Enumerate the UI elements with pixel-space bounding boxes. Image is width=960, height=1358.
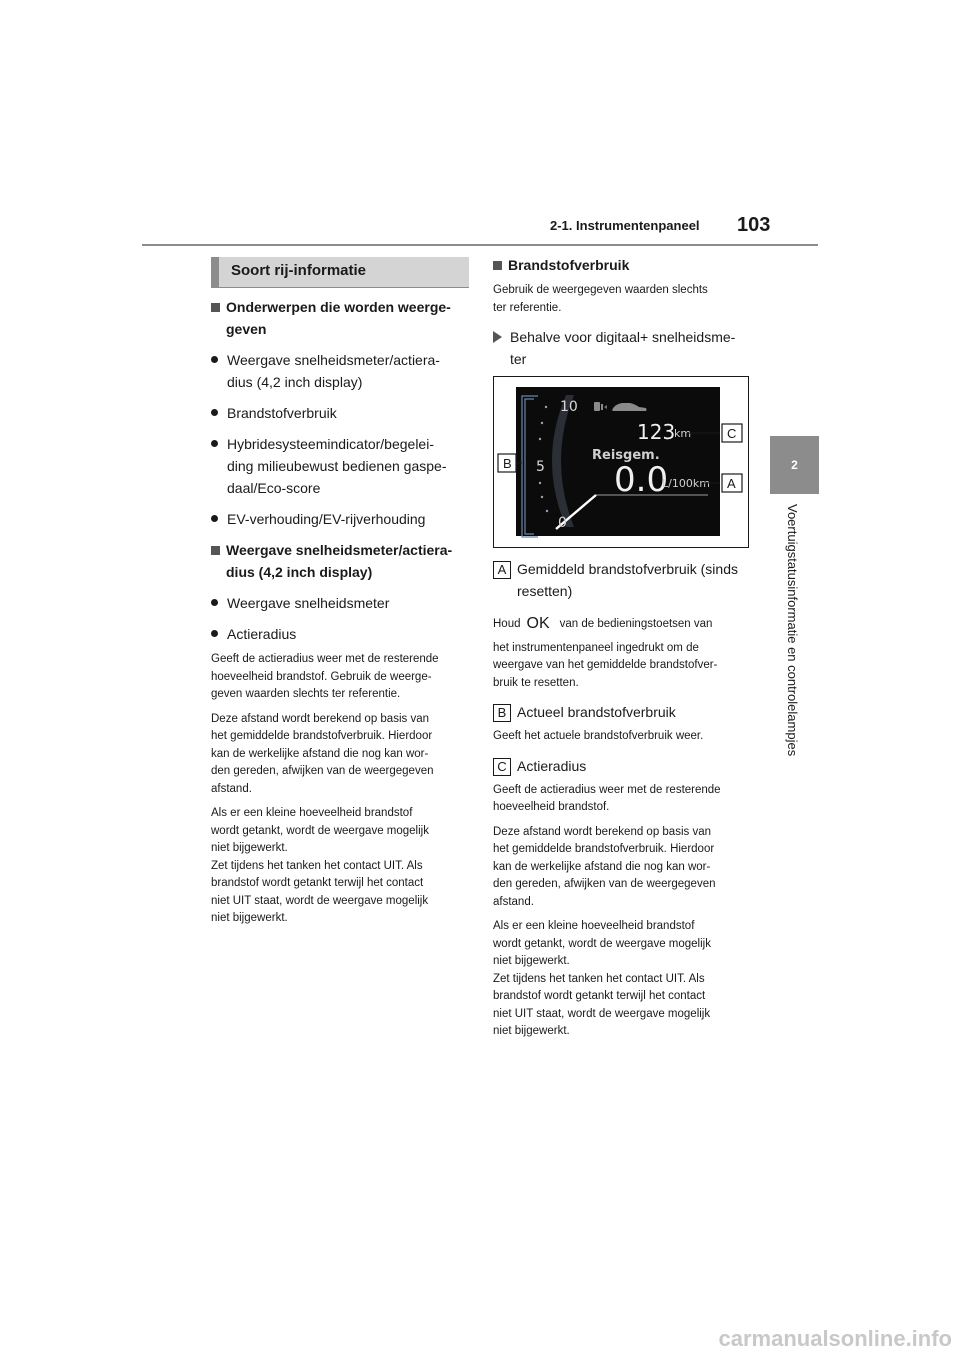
paragraph: Als er een kleine hoeveelheid brandstof wordt getankt, wordt de weergave mogelijk niet bijgewerkt. Zet tijdens het tanken het contact UIT. Als brandstof wordt getankt terwijl het contact niet UIT staat, wordt de weergave mogelijk niet bijgewerkt. bbox=[211, 807, 429, 924]
paragraph: Geeft het actuele brandstofverbruik weer. bbox=[493, 730, 704, 742]
display-figure bbox=[493, 376, 749, 548]
right-column-top bbox=[493, 254, 755, 370]
page-number: 103 bbox=[737, 214, 771, 236]
paragraph: Geeft de actieradius weer met de resterende hoeveelheid brandstof. Gebruik de weerge- geven waarden slechts ter referentie. bbox=[211, 653, 439, 700]
box-title-text: Soort rij-informatie bbox=[231, 262, 367, 279]
square-bullet-icon bbox=[211, 303, 220, 312]
header-rule bbox=[142, 244, 818, 246]
condition-line bbox=[493, 326, 755, 370]
meter-display-illustration bbox=[494, 377, 748, 547]
label-c-box: C bbox=[493, 758, 511, 776]
paragraph: Geeft de actieradius weer met de resterende hoeveelheid brandstof. bbox=[493, 783, 721, 813]
subheading-fuel-text: Brandstofverbruik bbox=[508, 257, 630, 273]
scale-top-label: 10 bbox=[560, 399, 578, 415]
scale-bottom-label: 0 bbox=[558, 515, 567, 531]
square-bullet-icon bbox=[211, 546, 220, 555]
section-box-title bbox=[211, 257, 469, 288]
label-a-box: A bbox=[493, 561, 511, 579]
legend-item-c bbox=[493, 755, 755, 777]
list-item-text: Hybridesysteemindicator/begelei- ding milieubewust bedienen gaspe- daal/Eco-score bbox=[227, 436, 447, 496]
instruction-post: van de bedieningstoetsen van bbox=[559, 618, 713, 630]
callout-b-label: B bbox=[503, 456, 512, 471]
callout-a-label: A bbox=[727, 476, 736, 491]
list-item-text: Actieradius bbox=[227, 626, 297, 642]
list-item bbox=[211, 402, 473, 424]
square-bullet-icon bbox=[493, 261, 502, 270]
legend-item-c-title: Actieradius bbox=[517, 757, 587, 774]
subheading-topics-text: Onderwerpen die worden weerge- geven bbox=[226, 299, 451, 337]
subheading-fuel bbox=[493, 254, 755, 276]
subheading-speedometer-text: Weergave snelheidsmeter/actiera- dius (4,2 inch display) bbox=[226, 542, 453, 580]
paragraph: Deze afstand wordt berekend op basis van het gemiddelde brandstofverbruik. Hierdoor kan de werkelijke afstand die nog kan wor- den gereden, afwijken van de weergegeven afstand. bbox=[211, 712, 434, 795]
chapter-tab bbox=[770, 436, 819, 494]
callout-c-label: C bbox=[727, 426, 737, 441]
legend-items bbox=[493, 558, 755, 1041]
bullet-icon bbox=[211, 630, 218, 637]
subheading-topics bbox=[211, 296, 473, 340]
condition-text: Behalve voor digitaal+ snelheidsme- ter bbox=[510, 329, 736, 367]
paragraph: Gebruik de weergegeven waarden slechts ter referentie. bbox=[493, 284, 708, 314]
legend-item-b-title: Actueel brandstofverbruik bbox=[517, 704, 676, 720]
trip-label: Reisgem. bbox=[592, 448, 660, 463]
bullet-icon bbox=[211, 599, 218, 606]
left-column bbox=[211, 296, 473, 928]
list-item bbox=[211, 508, 473, 530]
bullet-icon bbox=[211, 515, 218, 522]
bullet-list-topics bbox=[211, 349, 473, 530]
list-item-text: Weergave snelheidsmeter/actiera- dius (4,2 inch display) bbox=[227, 352, 440, 390]
label-b-box: B bbox=[493, 704, 511, 722]
watermark: carmanualsonline.info bbox=[718, 1326, 952, 1351]
subheading-speedometer bbox=[211, 539, 473, 583]
paragraph: het instrumentenpaneel ingedrukt om de weergave van het gemiddelde brandstofver- bruik te resetten. bbox=[493, 641, 718, 689]
bullet-list-speedometer bbox=[211, 592, 473, 645]
reset-instruction bbox=[493, 615, 755, 634]
list-item-text: EV-verhouding/EV-rijverhouding bbox=[227, 511, 426, 527]
range-unit: km bbox=[674, 427, 692, 440]
ok-button-icon: OK bbox=[526, 615, 550, 632]
paragraph: Als er een kleine hoeveelheid brandstof wordt getankt, wordt de weergave mogelijk niet bijgewerkt. Zet tijdens het tanken het contact UIT. Als brandstof wordt getankt terwijl het contact niet UIT staat, wordt de weergave mogelijk niet bijgewerkt. bbox=[493, 920, 711, 1037]
list-item bbox=[211, 349, 473, 393]
legend-item-a bbox=[493, 558, 755, 602]
scale-mid-label: 5 bbox=[536, 459, 545, 475]
instruction-pre: Houd bbox=[493, 618, 521, 630]
bullet-icon bbox=[211, 409, 218, 416]
chapter-number: 2 bbox=[791, 458, 798, 472]
list-item-text: Brandstofverbruik bbox=[227, 405, 337, 421]
list-item-text: Weergave snelheidsmeter bbox=[227, 595, 390, 611]
chapter-label: Voertuigstatusinformatie en controlelampjes bbox=[785, 504, 800, 757]
section-title: 2-1. Instrumentenpaneel bbox=[550, 218, 700, 233]
bullet-icon bbox=[211, 356, 218, 363]
consumption-unit: L/100km bbox=[662, 477, 710, 490]
list-item bbox=[211, 592, 473, 614]
list-item bbox=[211, 623, 473, 645]
legend-item-a-title: Gemiddeld brandstofverbruik (sinds resetten) bbox=[517, 561, 738, 599]
list-item bbox=[211, 433, 473, 499]
bullet-icon bbox=[211, 440, 218, 447]
paragraph: Deze afstand wordt berekend op basis van het gemiddelde brandstofverbruik. Hierdoor kan de werkelijke afstand die nog kan wor- den gereden, afwijken van de weergegeven afstand. bbox=[493, 825, 716, 908]
legend-item-b bbox=[493, 701, 755, 723]
range-value: 123 bbox=[637, 420, 676, 444]
arrow-bullet-icon bbox=[493, 331, 502, 343]
consumption-value: 0.0 bbox=[614, 460, 669, 500]
